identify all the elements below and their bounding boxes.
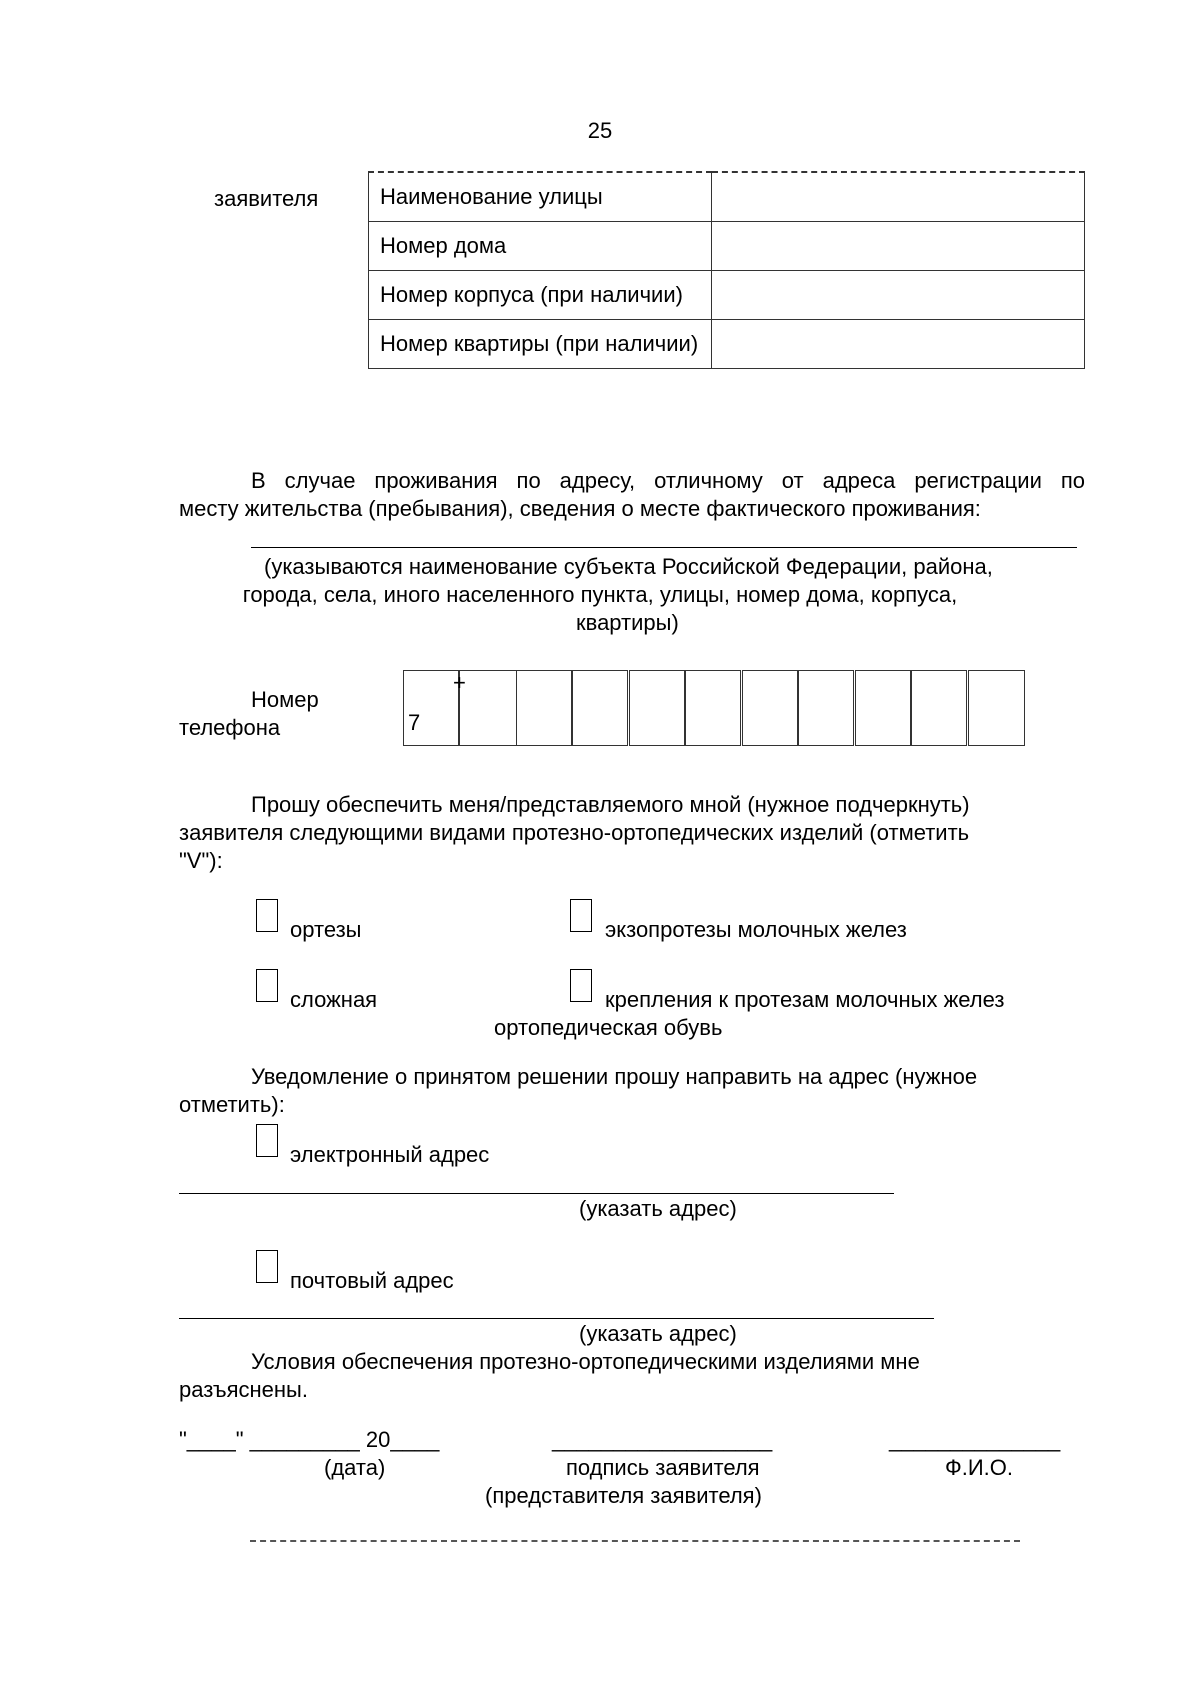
street-name-label: Наименование улицы bbox=[369, 172, 712, 222]
orthoses-label: ортезы bbox=[290, 917, 362, 942]
phone-prefix-plus: + bbox=[453, 670, 466, 695]
phone-label-line1: Номер bbox=[251, 687, 319, 712]
full-name-label: Ф.И.О. bbox=[945, 1455, 1013, 1480]
notification-paragraph-line1: Уведомление о принятом решении прошу направить на адрес (нужное bbox=[251, 1064, 978, 1089]
phone-digit-box[interactable] bbox=[572, 670, 628, 746]
complex-orthopedic-shoes-checkbox[interactable] bbox=[256, 969, 278, 1002]
table-row bbox=[369, 172, 1085, 222]
residence-paragraph-line1: В случае проживания по адресу, отличному от адреса регистрации по bbox=[251, 468, 1085, 493]
breast-exoprostheses-checkbox[interactable] bbox=[570, 899, 592, 932]
conditions-line1: Условия обеспечения протезно-ортопедическими изделиями мне bbox=[251, 1349, 920, 1374]
email-address-hint: (указать адрес) bbox=[579, 1196, 737, 1221]
phone-prefix-digit: 7 bbox=[408, 710, 421, 735]
street-name-field[interactable] bbox=[712, 172, 1085, 222]
postal-address-hint: (указать адрес) bbox=[579, 1321, 737, 1346]
apartment-number-label: Номер квартиры (при наличии) bbox=[369, 320, 712, 369]
request-paragraph-line2: заявителя следующими видами протезно-ортопедических изделий (отметить bbox=[179, 820, 970, 845]
building-number-label: Номер корпуса (при наличии) bbox=[369, 271, 712, 320]
phone-digit-box[interactable] bbox=[968, 670, 1025, 746]
address-table bbox=[368, 171, 1085, 369]
phone-digit-box[interactable] bbox=[742, 670, 798, 746]
residence-hint-line3: квартиры) bbox=[576, 610, 679, 635]
full-name-line[interactable]: ______________ bbox=[889, 1427, 1061, 1452]
house-number-label: Номер дома bbox=[369, 222, 712, 271]
house-number-field[interactable] bbox=[712, 222, 1085, 271]
postal-address-checkbox[interactable] bbox=[256, 1250, 278, 1283]
signature-sublabel: (представителя заявителя) bbox=[485, 1483, 762, 1508]
phone-digit-box[interactable] bbox=[629, 670, 685, 746]
address-section-label: заявителя bbox=[214, 186, 319, 211]
conditions-line2: разъяснены. bbox=[179, 1377, 308, 1402]
breast-fixings-label: крепления к протезам молочных желез bbox=[605, 987, 1005, 1012]
orthoses-checkbox[interactable] bbox=[256, 899, 278, 932]
dashed-separator bbox=[250, 1540, 1020, 1542]
orthopedic-shoes-label: ортопедическая обувь bbox=[494, 1015, 723, 1040]
phone-digit-box[interactable] bbox=[403, 670, 459, 746]
residence-address-line[interactable] bbox=[251, 547, 1077, 548]
table-row bbox=[369, 271, 1085, 320]
date-label: (дата) bbox=[324, 1455, 386, 1480]
phone-digit-box[interactable] bbox=[453, 670, 517, 746]
phone-digit-box[interactable] bbox=[855, 670, 911, 746]
table-row bbox=[369, 222, 1085, 271]
phone-digit-box[interactable] bbox=[516, 670, 572, 746]
breast-exoprostheses-label: экзопротезы молочных желез bbox=[605, 917, 907, 942]
email-address-line[interactable] bbox=[179, 1193, 894, 1194]
date-field[interactable]: "____" _________ 20____ bbox=[179, 1427, 440, 1452]
phone-digit-box[interactable] bbox=[685, 670, 741, 746]
email-address-checkbox[interactable] bbox=[256, 1124, 278, 1157]
apartment-number-field[interactable] bbox=[712, 320, 1085, 369]
table-row bbox=[369, 320, 1085, 369]
complex-label: сложная bbox=[290, 987, 378, 1012]
signature-line[interactable]: __________________ bbox=[552, 1427, 773, 1452]
phone-label-line2: телефона bbox=[179, 715, 281, 740]
phone-digit-box[interactable] bbox=[798, 670, 854, 746]
building-number-field[interactable] bbox=[712, 271, 1085, 320]
residence-hint-line1: (указываются наименование субъекта Российской Федерации, района, bbox=[264, 554, 993, 579]
postal-address-label: почтовый адрес bbox=[290, 1268, 454, 1293]
residence-paragraph-line2: месту жительства (пребывания), сведения о месте фактического проживания: bbox=[179, 496, 981, 521]
breast-fixings-checkbox[interactable] bbox=[570, 969, 592, 1002]
notification-paragraph-line2: отметить): bbox=[179, 1092, 285, 1117]
signature-label: подпись заявителя bbox=[566, 1455, 760, 1480]
residence-hint-line2: города, села, иного населенного пункта, улицы, номер дома, корпуса, bbox=[242, 582, 958, 607]
page-number: 25 bbox=[587, 118, 613, 143]
email-address-label: электронный адрес bbox=[290, 1142, 490, 1167]
request-paragraph-line1: Прошу обеспечить меня/представляемого мной (нужное подчеркнуть) bbox=[251, 792, 970, 817]
phone-digit-box[interactable] bbox=[911, 670, 967, 746]
postal-address-line[interactable] bbox=[179, 1318, 934, 1319]
request-paragraph-line3: "V"): bbox=[179, 848, 223, 873]
